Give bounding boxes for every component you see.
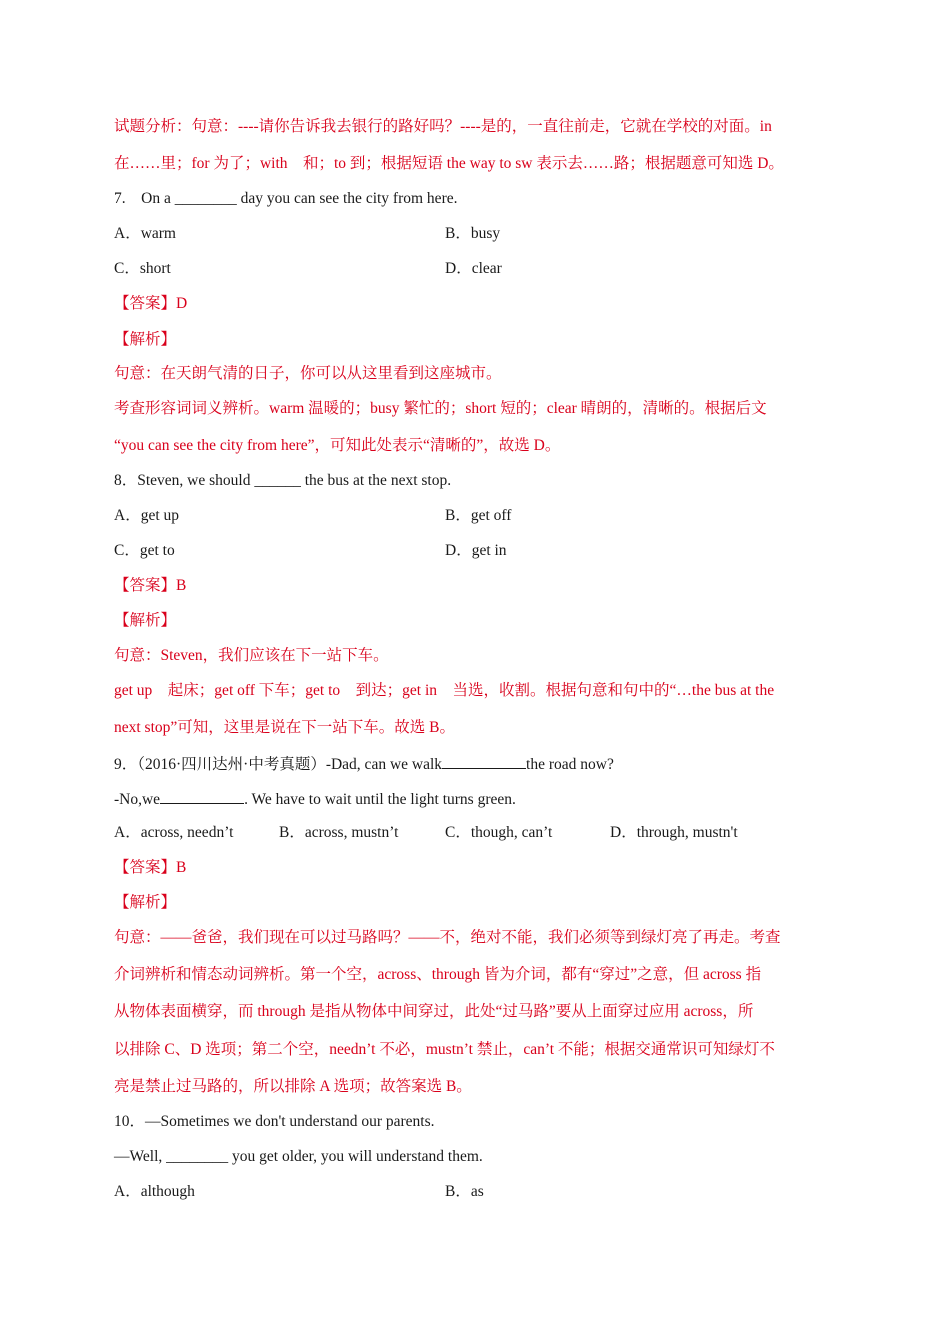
q9-line2-text: . We have to wait until the light turns green. bbox=[244, 791, 516, 808]
q9-stem-text: the road now? bbox=[526, 756, 614, 773]
q9-line2-text: -No,we bbox=[114, 791, 161, 808]
q7-option-a: A．warm bbox=[114, 225, 176, 242]
q7-explanation-line: 句意：在天朗气清的日子，你可以从这里看到这座城市。 bbox=[114, 365, 502, 382]
q8-explanation-line: get up 起床；get off 下车；get to 到达；get in 当选，收割。根据句意和句中的“…the bus at the bbox=[114, 682, 775, 699]
q9-option-c: C．though, can’t bbox=[445, 824, 553, 841]
q10-stem-line2: —Well, ________ you get older, you will understand them. bbox=[114, 1148, 483, 1165]
q7-explanation-line: 考查形容词词义辨析。warm 温暖的；busy 繁忙的；short 短的；clear 晴朗的，清晰的。根据后文 bbox=[114, 400, 767, 417]
q8-option-a: A．get up bbox=[114, 507, 180, 524]
q8-option-b: B．get off bbox=[445, 507, 512, 524]
q9-explanation-line: 句意：——爸爸，我们现在可以过马路吗？——不，绝对不能，我们必须等到绿灯亮了再走。考查 bbox=[114, 929, 781, 946]
q7-option-d: D．clear bbox=[445, 260, 502, 277]
q7-option-c: C．short bbox=[114, 260, 171, 277]
q9-option-d: D．through, mustn't bbox=[610, 824, 738, 841]
q9-explanation-line: 以排除 C、D 选项；第二个空，needn’t 不必，mustn’t 禁止，can’t 不能；根据交通常识可知绿灯不 bbox=[114, 1041, 775, 1058]
q9-stem-line2 bbox=[114, 787, 516, 811]
q8-stem: 8．Steven, we should ______ the bus at the next stop. bbox=[114, 472, 452, 489]
q10-option-a: A．although bbox=[114, 1183, 195, 1200]
q9-stem bbox=[114, 752, 614, 776]
q10-stem: 10．—Sometimes we don't understand our parents. bbox=[114, 1113, 435, 1130]
q9-explanation-line: 介词辨析和情态动词辨析。第一个空，across、through 皆为介词，都有“穿过”之意，但 across 指 bbox=[114, 966, 762, 983]
answer-blank bbox=[442, 752, 526, 769]
q8-option-c: C．get to bbox=[114, 542, 175, 559]
q7-option-b: B．busy bbox=[445, 225, 501, 242]
q6-analysis-line: 在……里；for 为了；with 和；to 到；根据短语 the way to sw 表示去……路；根据题意可知选 D。 bbox=[114, 155, 784, 172]
q8-option-d: D．get in bbox=[445, 542, 507, 559]
q6-analysis-line: 试题分析：句意：----请你告诉我去银行的路好吗？----是的，一直往前走，它就在学校的对面。in bbox=[114, 118, 772, 135]
q9-analysis-label: 【解析】 bbox=[114, 894, 177, 911]
q7-stem: 7. On a ________ day you can see the city from here. bbox=[114, 190, 458, 207]
q8-answer: 【答案】B bbox=[114, 577, 187, 594]
q9-answer: 【答案】B bbox=[114, 859, 187, 876]
q7-explanation-line: “you can see the city from here”，可知此处表示“清晰的”，故选 D。 bbox=[114, 437, 561, 454]
answer-blank bbox=[160, 787, 244, 804]
q9-option-a: A．across, needn’t bbox=[114, 824, 234, 841]
q9-explanation-line: 从物体表面横穿，而 through 是指从物体中间穿过，此处“过马路”要从上面穿过应用 across，所 bbox=[114, 1003, 754, 1020]
q8-explanation-line: next stop”可知，这里是说在下一站下车。故选 B。 bbox=[114, 719, 455, 736]
q9-option-b: B．across, mustn’t bbox=[279, 824, 399, 841]
q8-explanation-line: 句意：Steven，我们应该在下一站下车。 bbox=[114, 647, 389, 664]
q9-stem-text: 9．（2016·四川达州·中考真题）-Dad, can we walk bbox=[114, 756, 443, 773]
q10-option-b: B．as bbox=[445, 1183, 484, 1200]
q7-analysis-label: 【解析】 bbox=[114, 331, 177, 348]
q9-explanation-line: 亮是禁止过马路的，所以排除 A 选项；故答案选 B。 bbox=[114, 1078, 472, 1095]
q7-answer: 【答案】D bbox=[114, 295, 188, 312]
q8-analysis-label: 【解析】 bbox=[114, 612, 177, 629]
